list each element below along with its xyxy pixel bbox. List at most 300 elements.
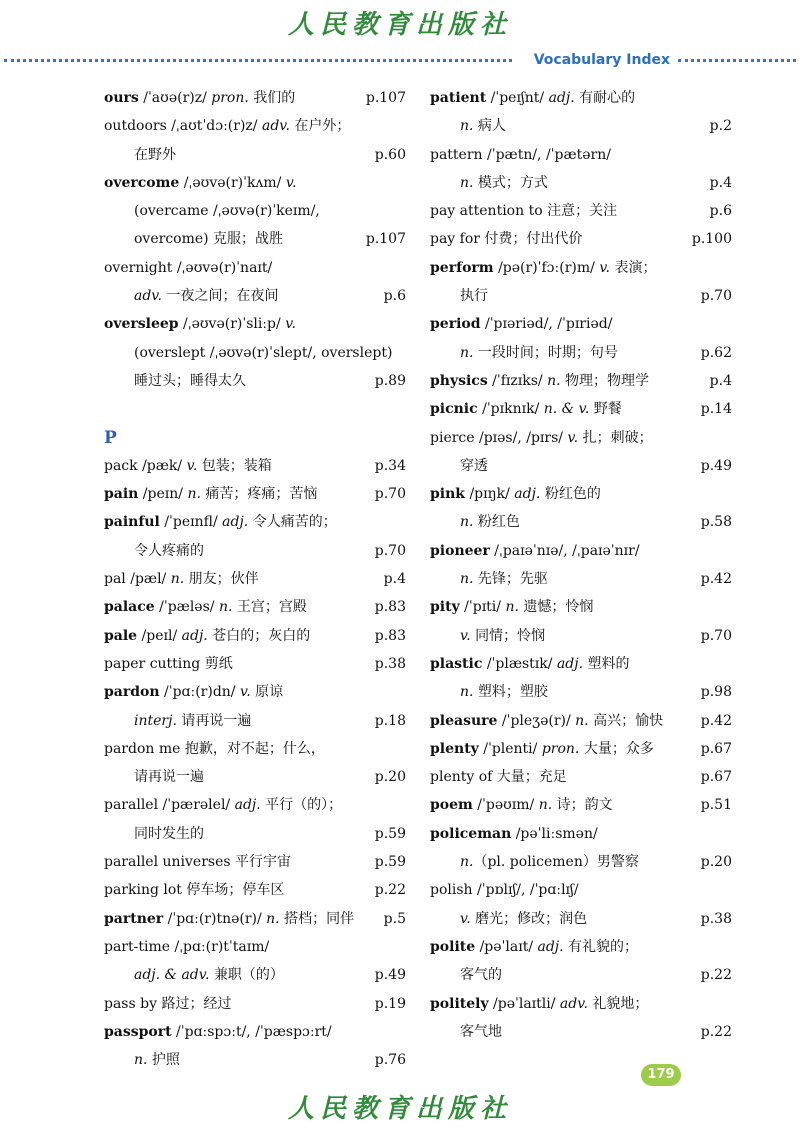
part-of-speech: pron. (211, 90, 249, 106)
entry-text (134, 967, 284, 983)
pronunciation: /ˈpɑː(r)tnə(r)/ (163, 910, 267, 927)
pronunciation: parallel universes 平行宇宙 (104, 854, 292, 871)
entry-text (460, 345, 618, 361)
header-dotted-rule-right (678, 59, 796, 62)
index-column-left (104, 84, 406, 1074)
page-reference: p.38 (374, 655, 406, 672)
entry-text (104, 628, 310, 644)
entry-continuation (430, 678, 732, 706)
entry-text (430, 316, 612, 332)
page-reference: p.4 (709, 174, 732, 191)
pronunciation: /ˌpaɪəˈnɪə/, /ˌpaɪəˈnɪr/ (489, 542, 640, 559)
entry-text (104, 599, 307, 615)
part-of-speech: n. (505, 599, 519, 616)
entry-text (430, 599, 593, 615)
index-entry (430, 84, 732, 112)
entry-text (460, 628, 545, 644)
part-of-speech: n. (460, 174, 474, 191)
definition: 野餐 (589, 401, 622, 418)
page-reference: p.20 (700, 854, 732, 871)
index-entry (104, 112, 406, 140)
page-reference: p.70 (374, 542, 406, 559)
entry-continuation (104, 820, 406, 848)
page-reference: p.5 (383, 910, 406, 927)
page-reference: p.60 (374, 146, 406, 163)
index-entry (104, 480, 406, 508)
pronunciation: /pəˈlaɪt/ (475, 938, 538, 955)
headword: period (430, 316, 481, 333)
definition: 磨光；修改；润色 (470, 910, 588, 927)
definition: 诗；韵文 (552, 797, 613, 814)
index-entry (430, 141, 732, 169)
definition: 穿透 (460, 457, 488, 474)
pronunciation: /ˌəʊvə(r)ˈsliːp/ (178, 316, 286, 333)
pronunciation: /peɪl/ (137, 627, 182, 644)
index-entry (104, 791, 406, 819)
definition: 礼貌地； (587, 995, 649, 1012)
headword: pardon (104, 684, 160, 701)
entry-continuation (430, 452, 732, 480)
entry-text (460, 1024, 502, 1040)
index-entry (104, 254, 406, 282)
pronunciation: pass by 路过；经过 (104, 995, 232, 1012)
definition: 睡过头；睡得太久 (134, 372, 246, 389)
page-reference: p.22 (700, 967, 732, 984)
index-entry (104, 678, 406, 706)
part-of-speech: adv. (559, 995, 588, 1012)
part-of-speech: adj. (514, 486, 541, 503)
entry-continuation (104, 537, 406, 565)
entry-text (430, 401, 622, 417)
definition: 痛苦；疼痛；苦恼 (200, 486, 318, 503)
entry-text (460, 118, 506, 134)
entry-continuation (430, 112, 732, 140)
entry-text (104, 571, 259, 587)
entry-text (104, 175, 297, 191)
part-of-speech: v. (285, 316, 296, 333)
part-of-speech: n. (460, 514, 474, 531)
pronunciation: pay for 付费；付出代价 (430, 231, 583, 248)
part-of-speech: n. (460, 571, 474, 588)
part-of-speech: pron. (541, 740, 580, 757)
entry-text (104, 1024, 332, 1040)
page-reference: p.6 (709, 203, 732, 220)
definition: 在野外 (134, 146, 176, 163)
definition: 高兴；愉快 (588, 712, 664, 729)
index-entry (104, 622, 406, 650)
entry-continuation (430, 622, 732, 650)
header-dotted-rule (4, 59, 512, 62)
pronunciation: /ˈpɑːspɔːt/, /ˈpæspɔːrt/ (171, 1023, 332, 1040)
pronunciation: /ˈpæləs/ (154, 599, 219, 616)
pronunciation: /ˈplæstɪk/ (482, 655, 557, 672)
entry-text (104, 741, 325, 757)
entry-text (430, 741, 654, 757)
index-entry (430, 537, 732, 565)
entry-continuation (430, 905, 732, 933)
pronunciation: pal /pæl/ (104, 571, 171, 588)
headword: partner (104, 910, 164, 927)
entry-text (104, 656, 233, 672)
entry-text (134, 1052, 180, 1068)
definition: 扎；刺破； (578, 429, 653, 446)
definition: 大量；众多 (579, 740, 654, 757)
index-entry (104, 848, 406, 876)
index-entry (104, 650, 406, 678)
headword: oversleep (104, 316, 179, 333)
headword: pink (430, 486, 465, 503)
pronunciation: pattern /ˈpætn/, /ˈpætərn/ (430, 146, 611, 163)
entry-text (460, 911, 587, 927)
part-of-speech: n. (460, 344, 474, 361)
index-entry (430, 820, 732, 848)
entry-continuation (430, 508, 732, 536)
definition: 客气地 (460, 1023, 502, 1040)
part-of-speech: v. (239, 684, 251, 701)
headword: ours (104, 90, 139, 106)
entry-text (460, 288, 488, 304)
pronunciation: part-time /ˌpɑː(r)tˈtaɪm/ (104, 938, 270, 955)
definition: 客气的 (460, 967, 502, 984)
index-entry (430, 735, 732, 763)
definition: 我们的 (248, 90, 296, 106)
definition: 苍白的；灰白的 (207, 627, 311, 644)
entry-continuation (104, 763, 406, 791)
pronunciation: outdoors /ˌaʊtˈdɔː(r)z/ (104, 118, 262, 135)
page-reference: p.18 (374, 712, 406, 729)
headword: physics (430, 372, 488, 389)
part-of-speech: n. (547, 372, 561, 389)
pronunciation: /ˈpleʒə(r)/ (497, 712, 576, 729)
page-reference: p.22 (700, 1023, 732, 1040)
page-reference: p.76 (374, 1052, 406, 1069)
entry-text (104, 260, 272, 276)
headword: policeman (430, 825, 512, 842)
index-entry (104, 735, 406, 763)
page-reference: p.4 (709, 372, 732, 389)
entry-continuation (104, 707, 406, 735)
entry-continuation (104, 197, 406, 225)
page-reference: p.22 (374, 882, 406, 899)
definition: 物理；物理学 (560, 372, 650, 389)
entry-text (430, 203, 617, 219)
page-reference: p.6 (383, 288, 406, 305)
pronunciation: pack /pæk/ (104, 457, 187, 474)
entry-text (134, 769, 204, 785)
definition: 有礼貌的； (563, 938, 639, 955)
index-entry (104, 1018, 406, 1046)
letter-heading: P (104, 427, 117, 448)
page-reference: p.58 (700, 514, 732, 531)
part-of-speech: adj. & adv. (134, 967, 210, 984)
index-entry (430, 707, 732, 735)
entry-continuation (104, 141, 406, 169)
entry-continuation (430, 961, 732, 989)
part-of-speech: n. (575, 712, 589, 729)
entry-text (430, 147, 611, 163)
part-of-speech: adj. (181, 627, 208, 644)
definition: 有耐心的 (574, 90, 636, 106)
part-of-speech: v. (460, 910, 471, 927)
headword: palace (104, 599, 155, 616)
pronunciation: /ˈpəʊɪm/ (472, 797, 539, 814)
entry-continuation (104, 961, 406, 989)
part-of-speech: n. (460, 118, 474, 135)
headword: passport (104, 1023, 172, 1040)
page-reference: p.83 (374, 627, 406, 644)
entry-text (430, 231, 582, 247)
entry-text (104, 458, 272, 474)
entry-text (104, 684, 283, 700)
entry-text (430, 713, 663, 729)
entry-text (104, 911, 354, 927)
entry-text (104, 939, 269, 955)
page-reference: p.34 (374, 457, 406, 474)
pronunciation: /ˈplenti/ (478, 740, 542, 757)
pronunciation: overnight /ˌəʊvə(r)ˈnaɪt/ (104, 259, 273, 276)
entry-text (134, 288, 278, 304)
page-reference: p.19 (374, 995, 406, 1012)
definition: 执行 (460, 288, 488, 305)
pronunciation: /pə(r)ˈfɔː(r)m/ (493, 259, 600, 276)
index-entry (104, 84, 406, 112)
index-entry (430, 225, 732, 253)
part-of-speech: v. (567, 429, 579, 446)
definition: 护照 (147, 1052, 180, 1069)
entry-text (104, 486, 317, 502)
headword: pale (104, 627, 138, 644)
page-reference: p.67 (700, 740, 732, 757)
page-number-badge: 179 (641, 1064, 681, 1086)
entry-continuation (430, 339, 732, 367)
index-entry (104, 310, 406, 338)
entry-text (460, 571, 548, 587)
entry-text (430, 882, 579, 898)
definition: 朋友；伙伴 (184, 571, 259, 588)
definition: 王宫；宫殿 (232, 599, 307, 616)
part-of-speech: adj. (548, 90, 575, 106)
definition: 令人疼痛的 (134, 542, 204, 559)
pronunciation: /pɪŋk/ (465, 486, 515, 503)
entry-text (430, 486, 601, 502)
entry-text (134, 373, 246, 389)
index-entry (430, 593, 732, 621)
page-reference: p.14 (700, 401, 732, 418)
index-entry (104, 452, 406, 480)
definition: （pl. policemen）男警察 (473, 854, 639, 871)
index-entry (104, 990, 406, 1018)
index-entry (430, 480, 732, 508)
entry-continuation (430, 565, 732, 593)
page-reference: p.42 (700, 571, 732, 588)
page-reference: p.83 (374, 599, 406, 616)
part-of-speech: adj. (556, 655, 584, 672)
headword: poem (430, 797, 473, 814)
page-reference: p.4 (383, 571, 406, 588)
entry-continuation (104, 282, 406, 310)
entry-text (134, 543, 204, 559)
pronunciation: pardon me 抱歉，对不起；什么， (104, 740, 325, 757)
part-of-speech: n. (538, 797, 553, 814)
entry-text (460, 514, 520, 530)
part-of-speech: n. (187, 486, 201, 503)
index-entry (430, 933, 732, 961)
entry-text (134, 203, 320, 219)
part-of-speech: adj. (537, 938, 564, 955)
part-of-speech: adj. (234, 797, 261, 814)
page-reference: p.51 (700, 797, 732, 814)
page-reference: p.59 (374, 825, 406, 842)
definition: 表演； (610, 259, 657, 276)
page-reference: p.89 (374, 372, 406, 389)
part-of-speech: n. (134, 1052, 148, 1069)
entry-text (104, 118, 350, 134)
definition: 粉红色 (473, 514, 520, 531)
page-reference: p.107 (365, 90, 406, 106)
entry-text (460, 458, 488, 474)
entry-text (430, 797, 613, 813)
pronunciation: plenty of 大量；充足 (430, 769, 567, 786)
entry-continuation (430, 848, 732, 876)
pronunciation: /ˈpɪti/ (459, 599, 506, 616)
entry-text (430, 90, 635, 106)
index-entry (104, 565, 406, 593)
headword: picnic (430, 401, 478, 418)
page-reference: p.42 (700, 712, 732, 729)
index-entry (104, 876, 406, 904)
index-entry (104, 933, 406, 961)
page-reference: p.20 (374, 769, 406, 786)
entry-text (104, 854, 291, 870)
pronunciation: /pəˈlaɪtli/ (488, 995, 560, 1012)
definition: 搭档；同伴 (279, 910, 355, 927)
index-entry (430, 791, 732, 819)
index-entry (430, 197, 732, 225)
entry-text (104, 316, 296, 332)
entry-text (104, 514, 337, 530)
definition: 模式；方式 (473, 174, 548, 191)
headword: pain (104, 486, 139, 503)
definition: (overcame /ˌəʊvə(r)ˈkeɪm/, (134, 203, 320, 220)
definition: 塑料；塑胶 (473, 684, 548, 701)
entry-text (104, 797, 342, 813)
entry-text (430, 260, 656, 276)
entry-text (460, 967, 502, 983)
part-of-speech: n. (266, 910, 280, 927)
part-of-speech: n. (170, 571, 185, 588)
entry-text (430, 996, 648, 1012)
part-of-speech: n. & v. (543, 401, 590, 418)
entry-continuation (430, 1018, 732, 1046)
entry-text (430, 656, 630, 672)
headword: polite (430, 938, 476, 955)
pronunciation: /ˈaʊə(r)z/ (138, 90, 212, 106)
page-header (0, 50, 800, 70)
page-reference: p.67 (700, 769, 732, 786)
part-of-speech: adv. (134, 288, 163, 305)
page-reference: p.38 (700, 910, 732, 927)
entry-text (460, 175, 548, 191)
entry-text (460, 854, 639, 870)
index-entry (104, 169, 406, 197)
index-entry (104, 508, 406, 536)
part-of-speech: v. (285, 174, 297, 191)
definition: 平行（的）； (260, 797, 343, 814)
entry-text (430, 826, 598, 842)
definition: 先锋；先驱 (473, 571, 548, 588)
entry-text (104, 996, 231, 1012)
index-entry (430, 650, 732, 678)
definition: 病人 (473, 118, 506, 135)
headword: perform (430, 259, 494, 276)
part-of-speech: v. (186, 457, 198, 474)
pronunciation: pay attention to 注意；关注 (430, 203, 618, 220)
headword: patient (430, 90, 487, 106)
page-reference: p.70 (700, 288, 732, 305)
definition: 塑料的 (583, 655, 630, 672)
definition: 原谅 (250, 684, 284, 701)
headword: painful (104, 514, 160, 531)
pronunciation: parking lot 停车场；停车区 (104, 882, 285, 899)
definition: 请再说一遍 (134, 769, 204, 786)
definition: (overslept /ˌəʊvə(r)ˈslept/, overslept) (134, 344, 393, 361)
entry-continuation (104, 339, 406, 367)
headword: overcome (104, 174, 180, 191)
pronunciation: pierce /pɪəs/, /pɪrs/ (430, 429, 568, 446)
headword: pioneer (430, 542, 490, 559)
pronunciation: /ˈpɑː(r)dn/ (159, 684, 240, 701)
entry-text (460, 684, 548, 700)
headword: pleasure (430, 712, 498, 729)
entry-continuation (430, 169, 732, 197)
entry-text (134, 713, 251, 729)
part-of-speech: n. (460, 854, 474, 871)
entry-text (134, 345, 392, 361)
index-entry (430, 424, 732, 452)
pronunciation: /ˈpeɪʃnt/ (486, 90, 549, 106)
headword: pity (430, 599, 460, 616)
part-of-speech: adv. (261, 118, 290, 135)
pronunciation: /ˈpeɪnfl/ (159, 514, 223, 531)
index-entry (430, 367, 732, 395)
index-entry (430, 254, 732, 282)
definition: 令人痛苦的； (248, 514, 337, 531)
page-reference: p.49 (374, 967, 406, 984)
entry-text (430, 430, 653, 446)
entry-text (134, 147, 176, 163)
pronunciation: polish /ˈpɒlɪʃ/, /ˈpɑːlɪʃ/ (430, 882, 579, 899)
pronunciation: paper cutting 剪纸 (104, 655, 233, 672)
definition: 在户外； (289, 118, 351, 135)
definition: 粉红色的 (540, 486, 601, 503)
part-of-speech: interj. (134, 712, 177, 729)
entry-continuation (104, 225, 406, 253)
definition: 一段时间；时期；句号 (473, 344, 618, 361)
section-title: Vocabulary Index (533, 52, 670, 68)
page-reference: p.70 (374, 486, 406, 503)
part-of-speech: n. (218, 599, 233, 616)
pronunciation: /ˌəʊvə(r)ˈkʌm/ (179, 174, 286, 191)
entry-text (430, 373, 649, 389)
definition: overcome) 克服；战胜 (134, 231, 284, 248)
pronunciation: /ˈpɪəriəd/, /ˈpɪriəd/ (480, 316, 613, 333)
part-of-speech: v. (599, 259, 611, 276)
page-reference: p.2 (709, 118, 732, 135)
index-entry (430, 763, 732, 791)
entry-continuation (104, 1046, 406, 1074)
page-reference: p.98 (700, 684, 732, 701)
index-entry (104, 593, 406, 621)
